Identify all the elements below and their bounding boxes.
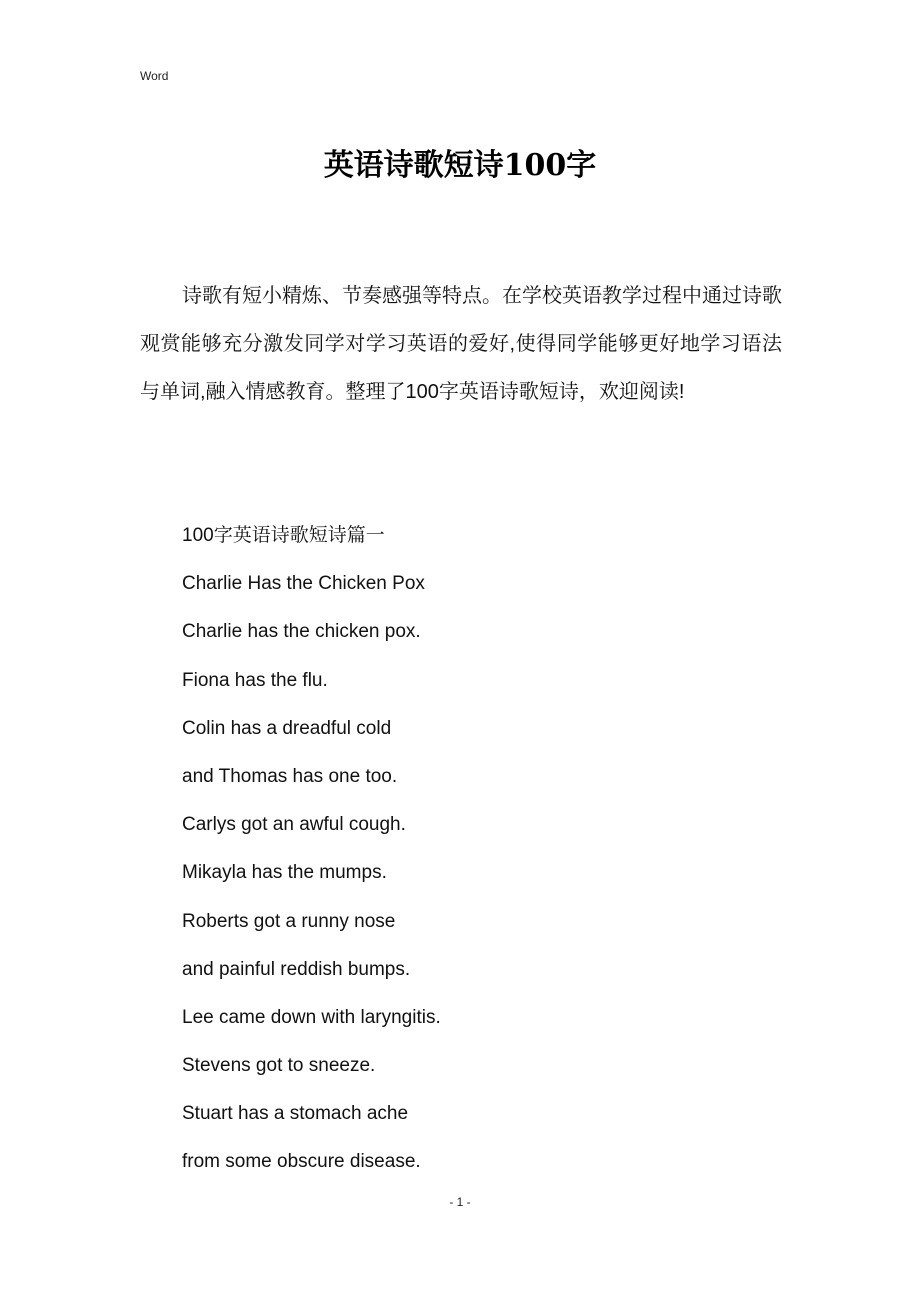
poem-line: Mikayla has the mumps. [182,862,387,884]
poem-line: Charlie has the chicken pox. [182,621,421,643]
poem-line: Roberts got a runny nose [182,910,396,932]
poem-line: Carlys got an awful cough. [182,814,406,836]
poem-line: Lee came down with laryngitis. [182,1006,441,1028]
page-number: - 1 - [449,1195,471,1209]
poem-line: Fiona has the flu. [182,669,328,691]
poem-line: Stuart has a stomach ache [182,1103,409,1125]
header-label: Word [140,69,169,83]
poem-lines [182,512,441,1187]
poem-line: Stevens got to sneeze. [182,1055,376,1077]
poem-title: Charlie Has the Chicken Pox [182,573,425,595]
poem-section-heading: 100字英语诗歌短诗篇一 [182,525,385,546]
poem-line: and Thomas has one too. [182,765,398,787]
document-title: 英语诗歌短诗100字 [323,148,597,183]
intro-paragraph: 诗歌有短小精炼、节奏感强等特点。在学校英语教学过程中通过诗歌观赏能够充分激发同学对学习英语的爱好,使得同学能够更好地学习语法与单词,融入情感教育。整理了100字英语诗歌短诗，欢迎阅读! [140,285,782,403]
poem-line: and painful reddish bumps. [182,958,411,980]
poem-line: from some obscure disease. [182,1151,421,1173]
poem-line: Colin has a dreadful cold [182,717,392,739]
